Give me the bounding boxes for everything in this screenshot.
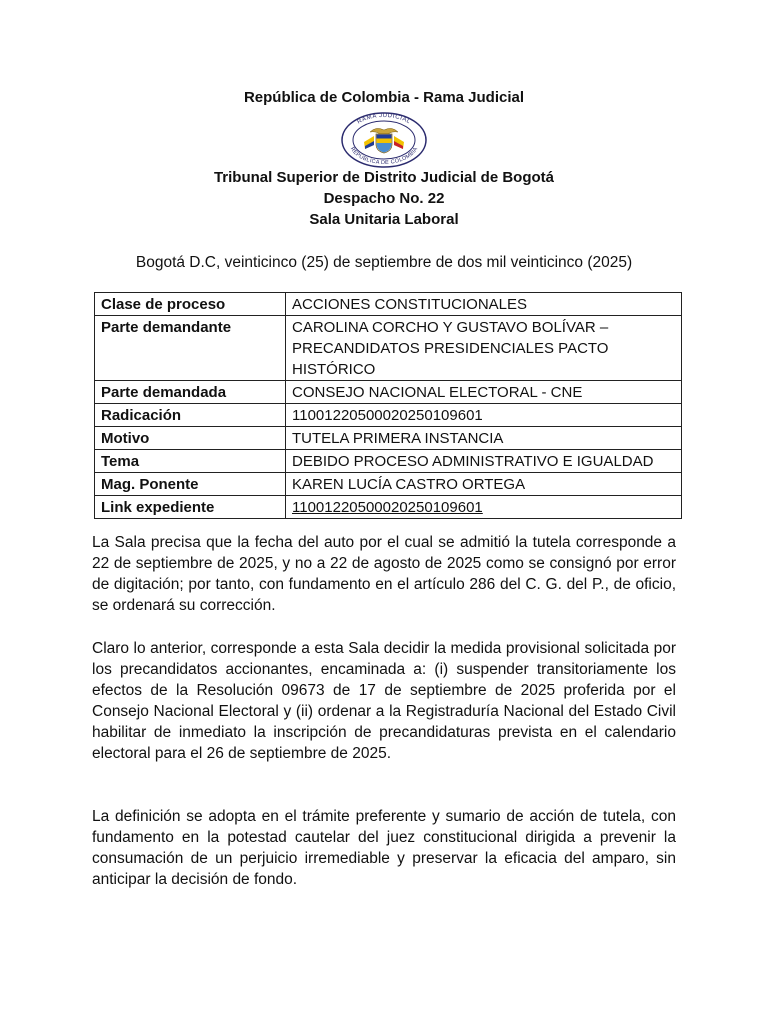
paragraph-provisional-measure: Claro lo anterior, corresponde a esta Sala decidir la medida provisional solicitada por los precandidatos accionantes, encaminada a: (i) suspender transitoriamente los efectos de la Resolución 09673 de 17 de septiembre de 2025 proferida por el Consejo Nacional Electoral y (ii) ordenar a la Registraduría Nacional del Estado Civil habilitar de inmediato la inscripción de precandidaturas prevista en el calendario electoral para el 26 de septiembre de 2025. bbox=[92, 640, 676, 762]
date-line: Bogotá D.C, veinticinco (25) de septiembre de dos mil veinticinco (2025) bbox=[135, 254, 633, 271]
office-heading: Despacho No. 22 bbox=[323, 190, 445, 207]
row-label: Radicación bbox=[95, 404, 286, 427]
row-value: DEBIDO PROCESO ADMINISTRATIVO E IGUALDAD bbox=[286, 450, 682, 473]
row-value: ACCIONES CONSTITUCIONALES bbox=[286, 293, 682, 316]
table-row bbox=[95, 427, 682, 450]
row-value: TUTELA PRIMERA INSTANCIA bbox=[286, 427, 682, 450]
court-heading: Tribunal Superior de Distrito Judicial de Bogotá bbox=[213, 169, 555, 186]
table-row bbox=[95, 473, 682, 496]
row-value: 11001220500020250109601 bbox=[286, 404, 682, 427]
chamber-heading: Sala Unitaria Laboral bbox=[309, 211, 459, 228]
table-row bbox=[95, 381, 682, 404]
svg-text:RAMA JUDICIAL bbox=[356, 113, 411, 126]
row-label: Clase de proceso bbox=[95, 293, 286, 316]
paragraph-definition: La definición se adopta en el trámite preferente y sumario de acción de tutela, con fundamento en la potestad cautelar del juez constitucional dirigida a prevenir la consumación de un perjuicio irremediable y preservar la eficacia del amparo, sin anticipar la decisión de fondo. bbox=[92, 808, 676, 888]
table-row bbox=[95, 404, 682, 427]
table-row bbox=[95, 496, 682, 519]
row-label: Link expediente bbox=[95, 496, 286, 519]
row-label: Motivo bbox=[95, 427, 286, 450]
table-row bbox=[95, 450, 682, 473]
row-label: Parte demandante bbox=[95, 316, 286, 381]
row-value: CAROLINA CORCHO Y GUSTAVO BOLÍVAR – PRECANDIDATOS PRESIDENCIALES PACTO HISTÓRICO bbox=[286, 316, 682, 381]
row-label: Tema bbox=[95, 450, 286, 473]
rama-judicial-seal-icon bbox=[340, 112, 428, 168]
table-row bbox=[95, 316, 682, 381]
seal-text-top: RAMA JUDICIAL bbox=[356, 112, 412, 126]
row-value: CONSEJO NACIONAL ELECTORAL - CNE bbox=[286, 381, 682, 404]
row-label: Mag. Ponente bbox=[95, 473, 286, 496]
country-heading: República de Colombia - Rama Judicial bbox=[243, 89, 525, 106]
paragraph-correction: La Sala precisa que la fecha del auto por el cual se admitió la tutela corresponde a 22 de septiembre de 2025, y no a 22 de agosto de 2025 como se consignó por error de digitación; por tanto, con fundamento en el artículo 286 del C. G. del P., de oficio, se ordenará su corrección. bbox=[92, 534, 676, 614]
row-value: KAREN LUCÍA CASTRO ORTEGA bbox=[286, 473, 682, 496]
table-row bbox=[95, 293, 682, 316]
row-label: Parte demandada bbox=[95, 381, 286, 404]
case-info-table bbox=[94, 292, 682, 519]
expediente-link[interactable]: 11001220500020250109601 bbox=[292, 499, 483, 516]
seal-text-bottom: REPÚBLICA DE COLOMBIA bbox=[348, 146, 420, 167]
